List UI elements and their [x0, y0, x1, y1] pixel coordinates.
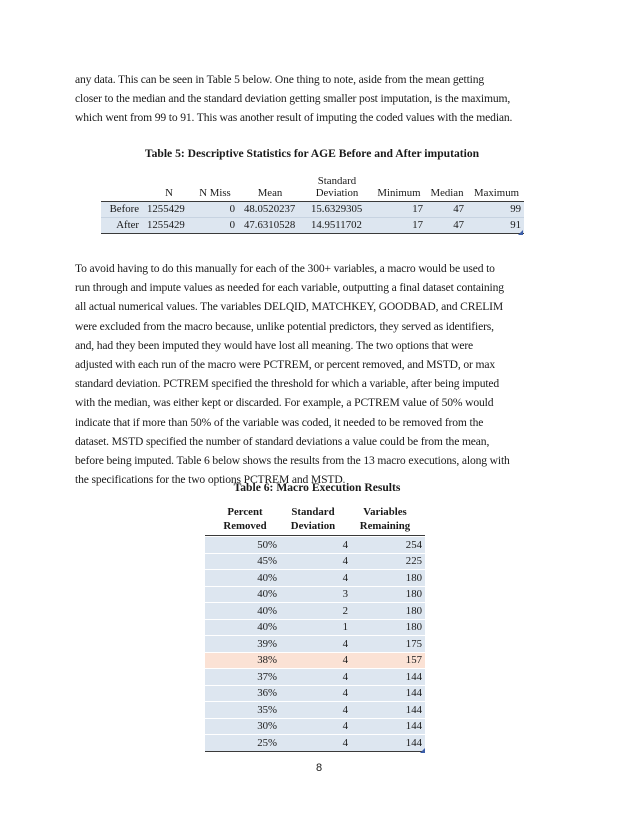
cell-pct: 36%: [257, 687, 277, 699]
cell-rem: 254: [405, 538, 422, 551]
text-line: any data. This can be seen in Table 5 below. One thing to note, aside from the mean getting: [75, 73, 485, 86]
cell-rem: 144: [405, 703, 422, 716]
cell-pct: 50%: [257, 538, 277, 551]
table-row: [205, 734, 425, 751]
text-line: closer to the median and the standard deviation getting smaller post imputation, is the maximum,: [75, 92, 511, 106]
table5-header: [101, 169, 524, 201]
table-row: [205, 635, 425, 652]
cell-n: 1255429: [147, 203, 185, 215]
cell-std: 4: [342, 703, 348, 716]
text-line: before being imputed. Table 6 below shows the results from the 13 macro executions, along with: [75, 454, 510, 468]
cell-n: 1255429: [147, 219, 185, 231]
cell-rem: 144: [405, 736, 422, 749]
table6-caption: Table 6: Macro Execution Results: [233, 481, 401, 494]
table-row: [205, 553, 425, 570]
header-line: Removed: [223, 520, 267, 532]
text-line: with the median, was either kept or discarded. For example, a PCTREM value of 50% would: [75, 396, 494, 410]
header-nmiss: N Miss: [199, 187, 231, 199]
table-row: [205, 536, 425, 553]
cell-pct: 38%: [257, 654, 277, 666]
table-row: [205, 602, 425, 619]
cell-pct: 30%: [257, 720, 277, 732]
cell-label: Before: [109, 203, 139, 215]
cell-std: 4: [342, 555, 348, 567]
cell-rem: 157: [405, 654, 422, 666]
header-n: N: [165, 187, 173, 199]
cell-mean: 47.6310528: [244, 219, 296, 231]
table-row: [101, 217, 524, 233]
text-line: all actual numerical values. The variables DELQID, MATCHKEY, GOODBAD, and CRELIM: [75, 300, 504, 314]
header-mean: Mean: [257, 187, 283, 199]
table-row: [205, 652, 425, 669]
table-row: [205, 569, 425, 586]
cell-rem: 180: [405, 571, 422, 584]
cell-pct: 45%: [257, 555, 277, 567]
cell-rem: 144: [405, 687, 422, 699]
table-row: [101, 202, 524, 217]
cell-std: 4: [342, 637, 348, 650]
cell-rem: 144: [405, 670, 422, 683]
cell-std: 4: [342, 736, 348, 749]
cell-median: 47: [453, 203, 464, 215]
cell-mean: 48.0520237: [244, 203, 296, 215]
paragraph-intro: [75, 70, 563, 128]
cell-rem: 144: [405, 720, 422, 732]
cell-std: 4: [342, 670, 348, 683]
header-std-line1: Standard: [317, 175, 357, 187]
text-line: standard deviation. PCTREM specified the threshold for which a variable, after being imputed: [75, 377, 500, 391]
cell-pct: 40%: [257, 571, 277, 584]
table6-header: [205, 505, 425, 535]
cell-std: 14.9511702: [311, 219, 362, 231]
table-corner-marker: [420, 748, 425, 753]
cell-pct: 25%: [257, 736, 277, 749]
table-row: [205, 668, 425, 685]
table-corner-marker: [518, 230, 523, 235]
cell-std: 15.6329305: [311, 203, 363, 215]
header-percent-removed: [210, 505, 280, 533]
cell-std: 4: [342, 538, 348, 551]
table5-descriptive-stats: [101, 169, 524, 234]
header-min: Minimum: [377, 187, 421, 199]
text-line: which went from 99 to 91. This was another result of imputing the coded values with the median.: [75, 111, 513, 125]
cell-rem: 180: [405, 588, 422, 600]
table-row: [205, 701, 425, 718]
cell-rem: 180: [405, 621, 422, 633]
cell-rem: 180: [405, 604, 422, 617]
text-line: the specifications for the two options PCTREM and MSTD.: [75, 473, 346, 487]
header-line: Percent: [227, 506, 263, 518]
table6-body: [205, 535, 425, 752]
header-line: Variables: [363, 506, 407, 518]
table-row: [205, 718, 425, 735]
header-line: Standard: [291, 506, 335, 518]
table5-caption: Table 5: Descriptive Statistics for AGE Before and After imputation: [144, 147, 480, 160]
cell-pct: 39%: [257, 637, 277, 650]
cell-rem: 225: [405, 555, 422, 567]
header-max: Maximum: [474, 187, 519, 199]
cell-std: 4: [342, 720, 348, 732]
header-line: Remaining: [359, 520, 411, 532]
text-line: were excluded from the macro because, unlike potential predictors, they served as identifiers,: [75, 319, 494, 333]
text-line: and, had they been imputed they would have lost all meaning. The two options that were: [75, 338, 474, 352]
table5-body: [101, 201, 524, 234]
text-line: run through and impute values as needed for each variable, outputting a final dataset containing: [75, 281, 504, 295]
cell-min: 17: [412, 203, 423, 215]
header-variables-remaining: [350, 505, 420, 533]
header-standard-deviation: [278, 505, 348, 533]
table-row: [205, 685, 425, 702]
text-line: adjusted with each run of the macro were PCTREM, or percent removed, and MSTD, or max: [75, 358, 495, 372]
cell-std: 4: [342, 571, 348, 584]
paragraph-macro: [75, 259, 563, 489]
table6-macro-results: [205, 505, 425, 752]
header-line: Deviation: [290, 520, 336, 532]
header-std: [308, 175, 366, 199]
cell-max: 91: [510, 219, 521, 231]
table-row: [205, 619, 425, 636]
cell-std: 1: [342, 621, 348, 633]
cell-std: 2: [342, 604, 348, 617]
text-line: To avoid having to do this manually for each of the 300+ variables, a macro would be used to: [75, 262, 495, 275]
cell-rem: 175: [405, 637, 422, 650]
cell-median: 47: [453, 219, 464, 231]
page-number: 8: [315, 762, 323, 774]
cell-std: 3: [342, 588, 348, 600]
header-median: Median: [430, 187, 464, 199]
cell-label: After: [116, 219, 139, 231]
cell-max: 99: [510, 203, 521, 215]
table-row: [205, 586, 425, 603]
cell-min: 17: [412, 219, 423, 231]
cell-std: 4: [342, 654, 348, 666]
cell-pct: 40%: [257, 621, 277, 633]
header-std-line2: Deviation: [315, 187, 359, 199]
cell-nmiss: 0: [229, 203, 235, 215]
cell-pct: 35%: [257, 703, 277, 716]
cell-std: 4: [342, 687, 348, 699]
cell-pct: 40%: [257, 604, 277, 617]
cell-pct: 40%: [257, 588, 277, 600]
cell-pct: 37%: [257, 670, 277, 683]
cell-nmiss: 0: [229, 219, 235, 231]
text-line: dataset. MSTD specified the number of standard deviations a value could be from the mean,: [75, 434, 490, 448]
text-line: indicate that if more than 50% of the variable was coded, it needed to be removed from the: [75, 415, 484, 429]
